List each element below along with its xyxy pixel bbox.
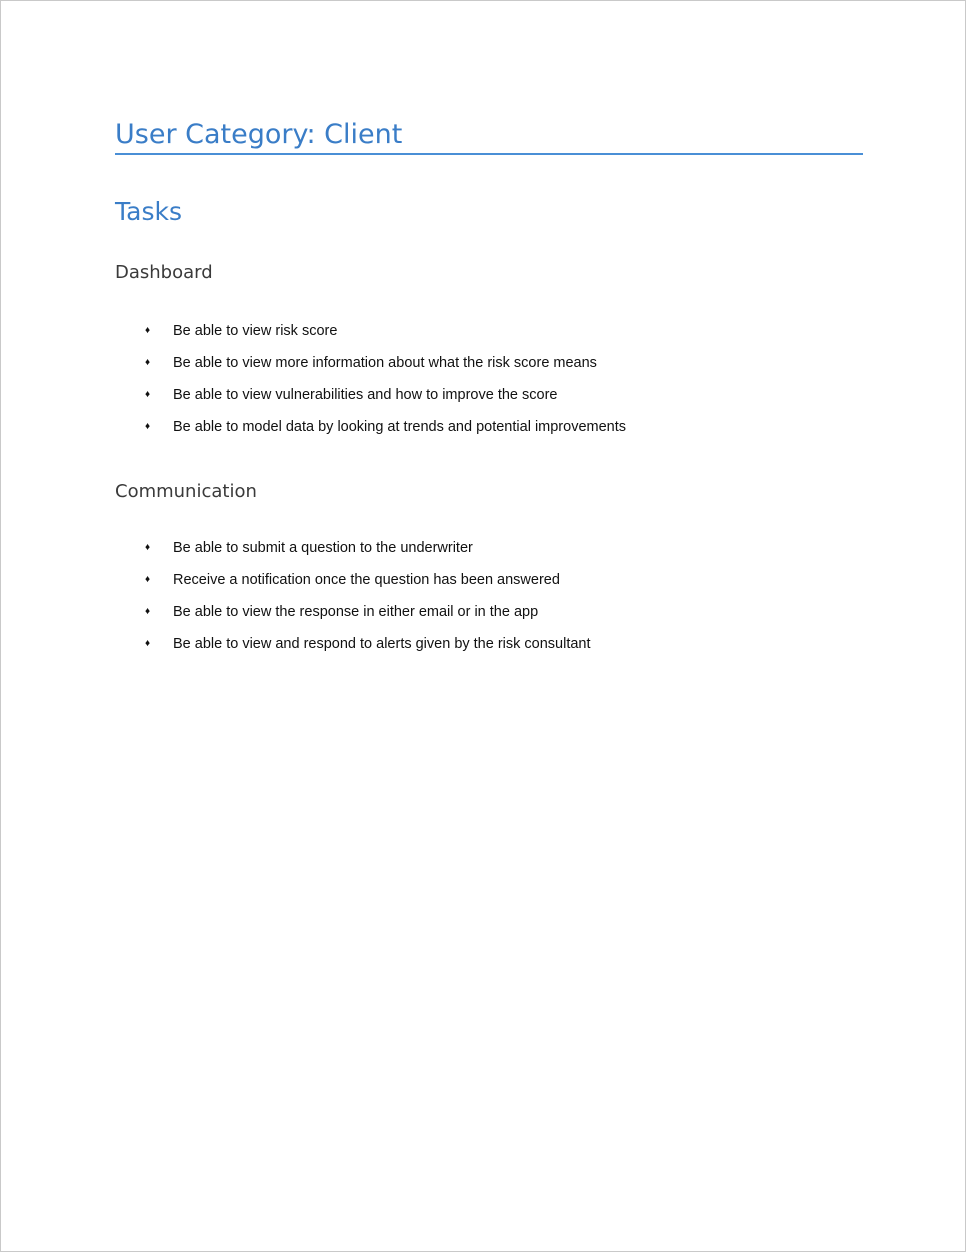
subsection-heading-dashboard: Dashboard bbox=[115, 262, 213, 283]
page-title: User Category: Client bbox=[115, 117, 863, 155]
list-item bbox=[141, 321, 626, 353]
bullet-icon: ♦ bbox=[145, 357, 151, 368]
bullet-icon: ♦ bbox=[145, 325, 151, 336]
section-heading-tasks: Tasks bbox=[115, 197, 182, 226]
bullet-icon: ♦ bbox=[145, 606, 151, 617]
list-item-text: Be able to view more information about what the risk score means bbox=[173, 355, 597, 371]
bullet-icon: ♦ bbox=[145, 574, 151, 585]
list-item bbox=[141, 353, 626, 385]
list-item bbox=[141, 570, 591, 602]
list-item bbox=[141, 417, 626, 449]
list-item-text: Be able to view risk score bbox=[173, 323, 338, 339]
list-item-text: Be able to view vulnerabilities and how to improve the score bbox=[173, 387, 558, 403]
list-item bbox=[141, 602, 591, 634]
dashboard-task-list bbox=[141, 321, 626, 449]
bullet-icon: ♦ bbox=[145, 542, 151, 553]
list-item-text: Be able to view the response in either email or in the app bbox=[173, 604, 539, 620]
list-item-text: Receive a notification once the question has been answered bbox=[173, 572, 560, 588]
subsection-heading-communication: Communication bbox=[115, 481, 257, 502]
list-item bbox=[141, 385, 626, 417]
list-item-text: Be able to submit a question to the underwriter bbox=[173, 540, 473, 556]
list-item bbox=[141, 538, 591, 570]
communication-task-list bbox=[141, 538, 591, 666]
list-item-text: Be able to model data by looking at trends and potential improvements bbox=[173, 419, 626, 435]
bullet-icon: ♦ bbox=[145, 389, 151, 400]
bullet-icon: ♦ bbox=[145, 638, 151, 649]
list-item bbox=[141, 634, 591, 666]
list-item-text: Be able to view and respond to alerts given by the risk consultant bbox=[173, 636, 591, 652]
bullet-icon: ♦ bbox=[145, 421, 151, 432]
